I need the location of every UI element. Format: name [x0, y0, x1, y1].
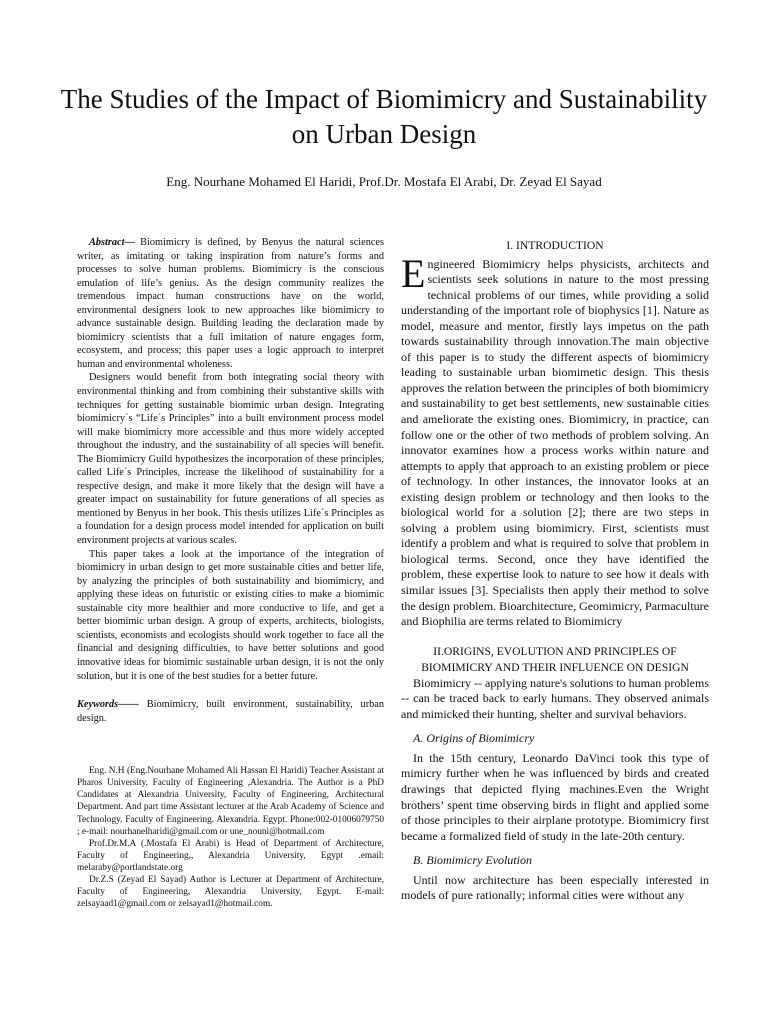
abstract-paragraph-2: Designers would benefit from both integrating social theory with environmental thinking and from combining their substantive skills with techniques for getting sustainable biomimic urban design. Integrating biomimicry´s “Life´s Principles” into a built environment process model will make biomimicry more accessible and thus more widely accepted throughout the industry, and the sustainability of all species will benefit. The Biomimicry Guild hypothesizes the incorporation of these principles, called Life´s Principles, increase the likelihood of sustainability for a respective design, and make it more likely that the design will have a greater impact on sustainability for future generations of all species as mentioned by Benyus in her book. This thesis utilizes Life´s Principles as a foundation for a design process model intended for application on built environment projects at various scales. — [77, 372, 384, 547]
right-column — [401, 236, 709, 904]
intro-paragraph — [401, 250, 709, 630]
left-column — [77, 236, 384, 910]
origins-intro-paragraph: Biomimicry -- applying nature's solutions to human problems -- can be traced back to early humans. They observed animals and mimicked their hunting, shelter and survival behaviors. — [401, 675, 709, 721]
abstract-paragraph-1 — [77, 236, 384, 371]
section-heading-origins-line-2: BIOMIMICRY AND THEIR INFLUENCE ON DESIGN — [421, 660, 689, 674]
footnote-author-3: Dr.Z.S (Zeyad El Sayad) Author is Lecturer at Department of Architecture, Faculty of Engineering, Alexandria University, Egypt. E-mail: zelsayaad1@gmail.com or zelsayad1@hotmail.com. — [77, 874, 384, 910]
paper-title: The Studies of the Impact of Biomimicry and Sustainability on Urban Design — [60, 84, 708, 149]
author-list: Eng. Nourhane Mohamed El Haridi, Prof.Dr. Mostafa El Arabi, Dr. Zeyad El Sayad — [166, 174, 602, 189]
subsection-heading-origins: A. Origins of Biomimicry — [413, 731, 535, 746]
origins-paragraph: In the 15th century, Leonardo DaVinci took this type of mimicry further when he was influenced by birds and created drawings that depicted flying machines.Even the Wright brothers’ spent time observing birds in flight and applied some of those principles to their airplane prototype. Biomimicry first became a formalized field of study in the late-20th century. — [401, 750, 709, 843]
keywords — [77, 698, 384, 725]
abstract-label: Abstract— — [89, 237, 135, 248]
abstract-text-1: Biomimicry is defined, by Benyus the natural sciences writer, as imitating or taking inspiration from nature’s forms and processes to solve human problems. Biomimicry is the conscious emulation of life’s genius. As the design community realizes the tremendous impact human constructions have on the world, environmental designers look to new approaches like biomimicry to advance sustainable design. Building leading the declaration made by biomimicry scientists that a full imitation of nature engages form, ecosystem, and process; this paper uses a logic approach to interpret human and environmental wholeness. — [77, 237, 384, 370]
section-heading-introduction: I. INTRODUCTION — [506, 239, 604, 252]
subsection-heading-evolution: B. Biomimicry Evolution — [413, 853, 532, 868]
abstract-paragraph-3: This paper takes a look at the importance of the integration of biomimicry in urban design to get more sustainable cities and better life, by analyzing the principles of both sustainability and biomimicry, and applying these ideas on futuristic or existing cities to make a biomimic sustainable city more healthier and more conductive to life, and get a better biomimic urban design. A group of experts, architects, biologists, scientists, economists and ecologists should work together to face all the financial and designing difficulties, to have better solutions and good innovative ideas for biomimic sustainable urban design, it is not the only solution, but it is one of the best studies for a better future. — [77, 548, 384, 682]
evolution-paragraph: Until now architecture has been especially interested in models of pure rationally; informal cities were without any — [401, 872, 709, 903]
footnote-author-1: Eng. N.H (Eng.Nourhane Mohamed Ali Hassan El Haridi) Teacher Assistant at Pharos University, Faculty of Engineering ,Alexandria. The Author is a PhD Candidates at Alexandria University, Faculty of Engineering, Architectural Department. And part time Assistant lecturer at the Arab Academy of Science and Technology, Faculty of Engineering. Alexandria. Egypt. Phone:002-01006079750 ; e-mail: nourhanelharidi@gmail.com or une_nouni@hotmail.com — [77, 766, 384, 837]
intro-text: ngineered Biomimicry helps physicists, architects and scientists seek solutions in nature to the most pressing technical problems of our times, while providing a solid understanding of the important role of biophysics [1]. Nature as model, measure and mentor, firstly lays impetus on the path towards sustainability through innovation.The main objective of this paper is to study the different aspects of biomimicry leading to sustainable urban biomimetic design. This thesis approves the relation between the principles of both biomimicry and sustainability to get best settlements, new sustainable cities and ameliorate the existing ones. Biomimicry, in practice, can follow one or the other of two methods of problem solving. An innovator examines how a process works within nature and attempts to apply that approach to an existing problem or piece of technology. In other instances, the innovator looks at an existing design problem or technology and then looks to the biological world for a solution [2]; there are two steps in solving a problem using biomimicry. First, scientists must identify a problem and what is required to solve that problem in biological terms. Second, once they have identified the problem, these expertise look to nature to see how it deals with similar issues [3]. Specialists then apply their method to solve the design problem. Bioarchitecture, Geomimicry, Parmaculture and Biophilia are terms related to Biomimicry — [401, 256, 709, 629]
keywords-label: Keywords—— — [77, 699, 139, 711]
section-heading-origins — [401, 644, 709, 676]
drop-cap: E — [401, 250, 426, 296]
footnote-author-2: Prof.Dr.M.A (.Mostafa El Arabi) is Head of Department of Architecture, Faculty of Engineering,, Alexandria University, Egypt .email: melaraby@portlandstate.org — [77, 838, 384, 873]
keywords-text: Biomimicry, built environment, sustainability, urban design. — [77, 699, 384, 724]
section-heading-origins-line-1: II.ORIGINS, EVOLUTION AND PRINCIPLES OF — [433, 644, 677, 658]
author-footnote — [77, 765, 384, 910]
